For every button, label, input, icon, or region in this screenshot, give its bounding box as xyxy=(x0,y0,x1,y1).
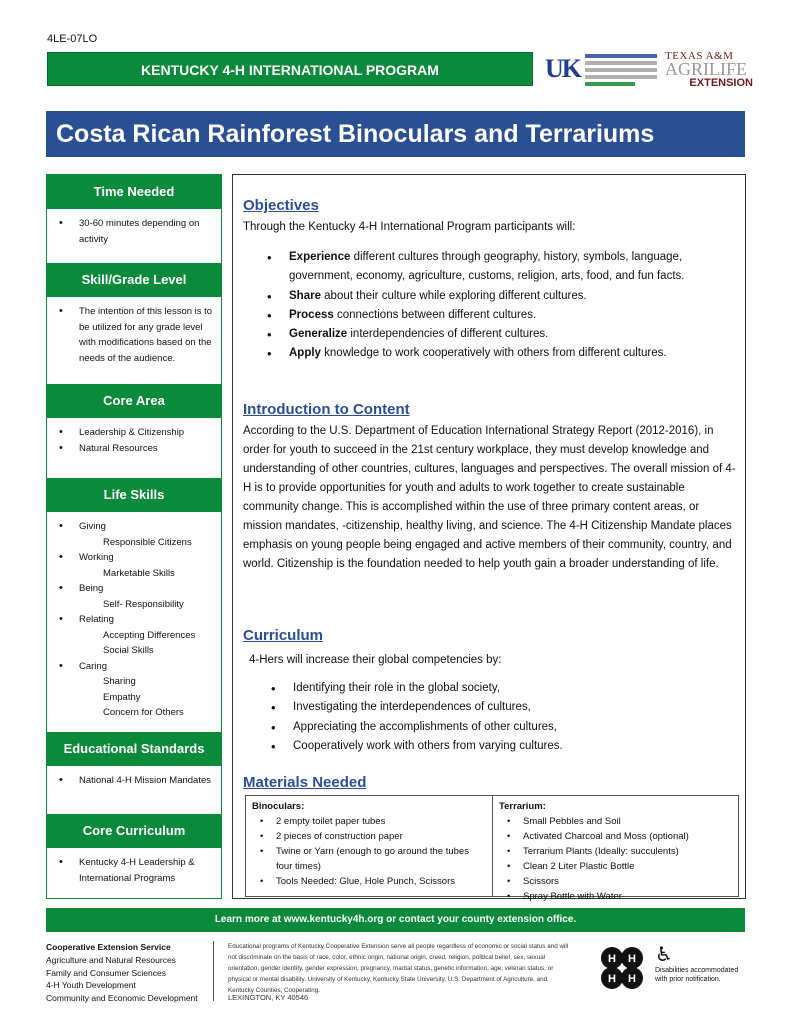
core-area-heading: Core Area xyxy=(47,384,221,418)
list-item: • 2 empty toilet paper tubes xyxy=(252,814,486,829)
footer-banner-text: Learn more at www.kentucky4h.org or contact your county extension office. xyxy=(214,914,577,925)
list-item: • Scissors xyxy=(499,874,732,889)
list-item: • Tools Needed: Glue, Hole Punch, Scissors xyxy=(252,874,486,889)
materials-heading: Materials Needed xyxy=(243,774,367,791)
list-item: • Giving xyxy=(55,519,215,535)
footer-divider xyxy=(213,941,214,1001)
list-subitem: Marketable Skills xyxy=(103,567,175,579)
extension-unit: Community and Economic Development xyxy=(46,993,198,1004)
svg-text:H: H xyxy=(608,973,616,985)
agrilife-logo xyxy=(665,50,753,92)
list-item: • National 4-H Mission Mandates xyxy=(55,773,215,789)
list-subitem: Accepting Differences xyxy=(103,629,196,641)
list-item: • 2 pieces of construction paper xyxy=(252,829,486,844)
list-subitem: Sharing xyxy=(103,676,136,687)
agrilife-logo-line1: TEXAS A&M xyxy=(665,50,734,62)
list-subitem: Social Skills xyxy=(103,645,154,656)
list-item: • Natural Resources xyxy=(55,441,215,457)
list-item: • Process connections between different cultures. xyxy=(263,306,737,325)
svg-text:H: H xyxy=(628,953,636,965)
agrilife-logo-line2: AGRILIFE xyxy=(665,59,747,79)
sidebar xyxy=(46,174,222,899)
core-curriculum-heading: Core Curriculum xyxy=(47,814,221,848)
curriculum-list xyxy=(267,679,741,756)
list-subitem: Responsible Citizens xyxy=(103,536,192,548)
time-needed-section xyxy=(47,209,221,263)
core-area-section xyxy=(47,418,221,478)
skill-level-section xyxy=(47,297,221,384)
accessibility-notice xyxy=(655,944,745,984)
list-item: • Working xyxy=(55,550,215,566)
list-item: • Twine or Yarn (enough to go around the tubes four times) xyxy=(252,844,486,874)
page-title: Costa Rican Rainforest Binoculars and Terrariums xyxy=(56,120,655,148)
educational-standards-heading: Educational Standards xyxy=(47,732,221,766)
list-item: • Apply knowledge to work cooperatively with others from different cultures. xyxy=(263,344,737,363)
legal-city: LEXINGTON, KY 40546 xyxy=(228,993,309,1002)
list-subitem: Concern for Others xyxy=(103,707,184,718)
accessibility-text: Disabilities accommodated with prior notification. xyxy=(655,967,739,983)
list-subitem: Self- Responsibility xyxy=(103,598,184,610)
skill-level-heading: Skill/Grade Level xyxy=(47,263,221,297)
title-banner xyxy=(46,111,745,157)
list-item: • Terrarium Plants (Ideally: succulents) xyxy=(499,844,732,859)
list-item: • Identifying their role in the global society, xyxy=(267,679,741,698)
objectives-intro: Through the Kentucky 4-H International Program participants will: xyxy=(243,221,576,233)
list-item: • The intention of this lesson is to be utilized for any grade level with modifications based on the needs of the audience. xyxy=(55,304,215,366)
svg-text:H: H xyxy=(608,953,616,965)
list-item: • Relating xyxy=(55,612,215,628)
list-item: • Experience different cultures through geography, history, symbols, language, government, economy, agriculture, customs, religion, arts, food, and fun facts. xyxy=(263,248,737,287)
list-item: • Spray Bottle with Water xyxy=(499,889,732,904)
svg-text:H: H xyxy=(628,973,636,985)
introduction-heading: Introduction to Content xyxy=(243,401,410,418)
list-item: • Clean 2 Liter Plastic Bottle xyxy=(499,859,732,874)
list-subitem: Empathy xyxy=(103,691,141,703)
list-item: • Share about their culture while exploring different cultures. xyxy=(263,287,737,306)
extension-unit: Agriculture and Natural Resources xyxy=(46,954,176,965)
list-item: • Investigating the interdependences of cultures, xyxy=(267,698,741,717)
legal-notice: Educational programs of Kentucky Cooperative Extension serve all people regardless of economic or social status and will not discriminate on the basis of race, color, ethnic origin, national origin, creed, religion, political belief, sex, sexual orientation, gender identity, gender expression, pregnancy, marital status, genetic information, age, veteran status, or physical or mental disability. University of Kentucky, Kentucky State University, U.S. Department of Agriculture, and Kentucky Counties, Cooperating. xyxy=(228,943,569,994)
time-needed-heading: Time Needed xyxy=(47,175,221,209)
four-h-clover-icon xyxy=(594,940,650,996)
list-item: • Caring xyxy=(55,659,215,675)
binoculars-title: Binoculars: xyxy=(252,801,305,812)
list-item: • 30-60 minutes depending on activity xyxy=(55,216,215,247)
list-item: • Being xyxy=(55,581,215,597)
list-item: • Generalize interdependencies of different cultures. xyxy=(263,325,737,344)
terrarium-column xyxy=(493,796,738,902)
list-item: • Kentucky 4-H Leadership & International Programs xyxy=(55,855,215,886)
educational-standards-section xyxy=(47,766,221,814)
wheelchair-icon: ♿ xyxy=(655,944,673,966)
uk-logo-text-lines xyxy=(585,54,657,89)
extension-unit: 4-H Youth Development xyxy=(46,980,136,991)
list-item: • Activated Charcoal and Moss (optional) xyxy=(499,829,732,844)
footer-banner xyxy=(46,908,745,932)
list-item: • Appreciating the accomplishments of other cultures, xyxy=(267,718,741,737)
objectives-list xyxy=(263,248,737,364)
uk-logo xyxy=(545,52,657,92)
curriculum-heading: Curriculum xyxy=(243,627,324,644)
introduction-text: According to the U.S. Department of Education International Strategy Report (2012-2016), in order for youth to succeed in the 21st century workplace, they must develop knowledge and understanding of other countries, cultures, languages and perspectives. The overall mission of 4-H is to provide opportunities for youth and adults to work together to create sustainable community change. This is accomplished within the use of three primary content areas, or mission mandates, -citizenship, healthy living, and science. The 4-H Citizenship Mandate places emphasis on young people being engaged and active members of their community, country, and world. Citizenship is the foundation needed to help youth gain a broader understanding of life. xyxy=(243,425,736,570)
terrarium-title: Terrarium: xyxy=(499,801,546,812)
extension-unit: Family and Consumer Sciences xyxy=(46,967,166,978)
document-code: 4LE-07LO xyxy=(47,33,98,45)
extension-service-title: Cooperative Extension Service xyxy=(46,942,171,952)
life-skills-heading: Life Skills xyxy=(47,478,221,512)
life-skills-section xyxy=(47,512,221,732)
list-item: • Small Pebbles and Soil xyxy=(499,814,732,829)
main-content xyxy=(232,174,746,902)
core-curriculum-section xyxy=(47,848,221,892)
uk-logo-mark: UK xyxy=(545,54,580,83)
program-banner xyxy=(47,52,533,86)
objectives-heading: Objectives xyxy=(243,197,319,214)
agrilife-logo-line3: EXTENSION xyxy=(689,77,753,89)
materials-table xyxy=(245,795,739,902)
curriculum-intro: 4-Hers will increase their global competencies by: xyxy=(249,654,502,666)
extension-service-block xyxy=(46,941,211,1005)
binoculars-column xyxy=(246,796,493,896)
list-item: • Cooperatively work with others from varying cultures. xyxy=(267,737,741,756)
program-name: KENTUCKY 4-H INTERNATIONAL PROGRAM xyxy=(141,62,439,78)
list-item: • Leadership & Citizenship xyxy=(55,425,215,441)
